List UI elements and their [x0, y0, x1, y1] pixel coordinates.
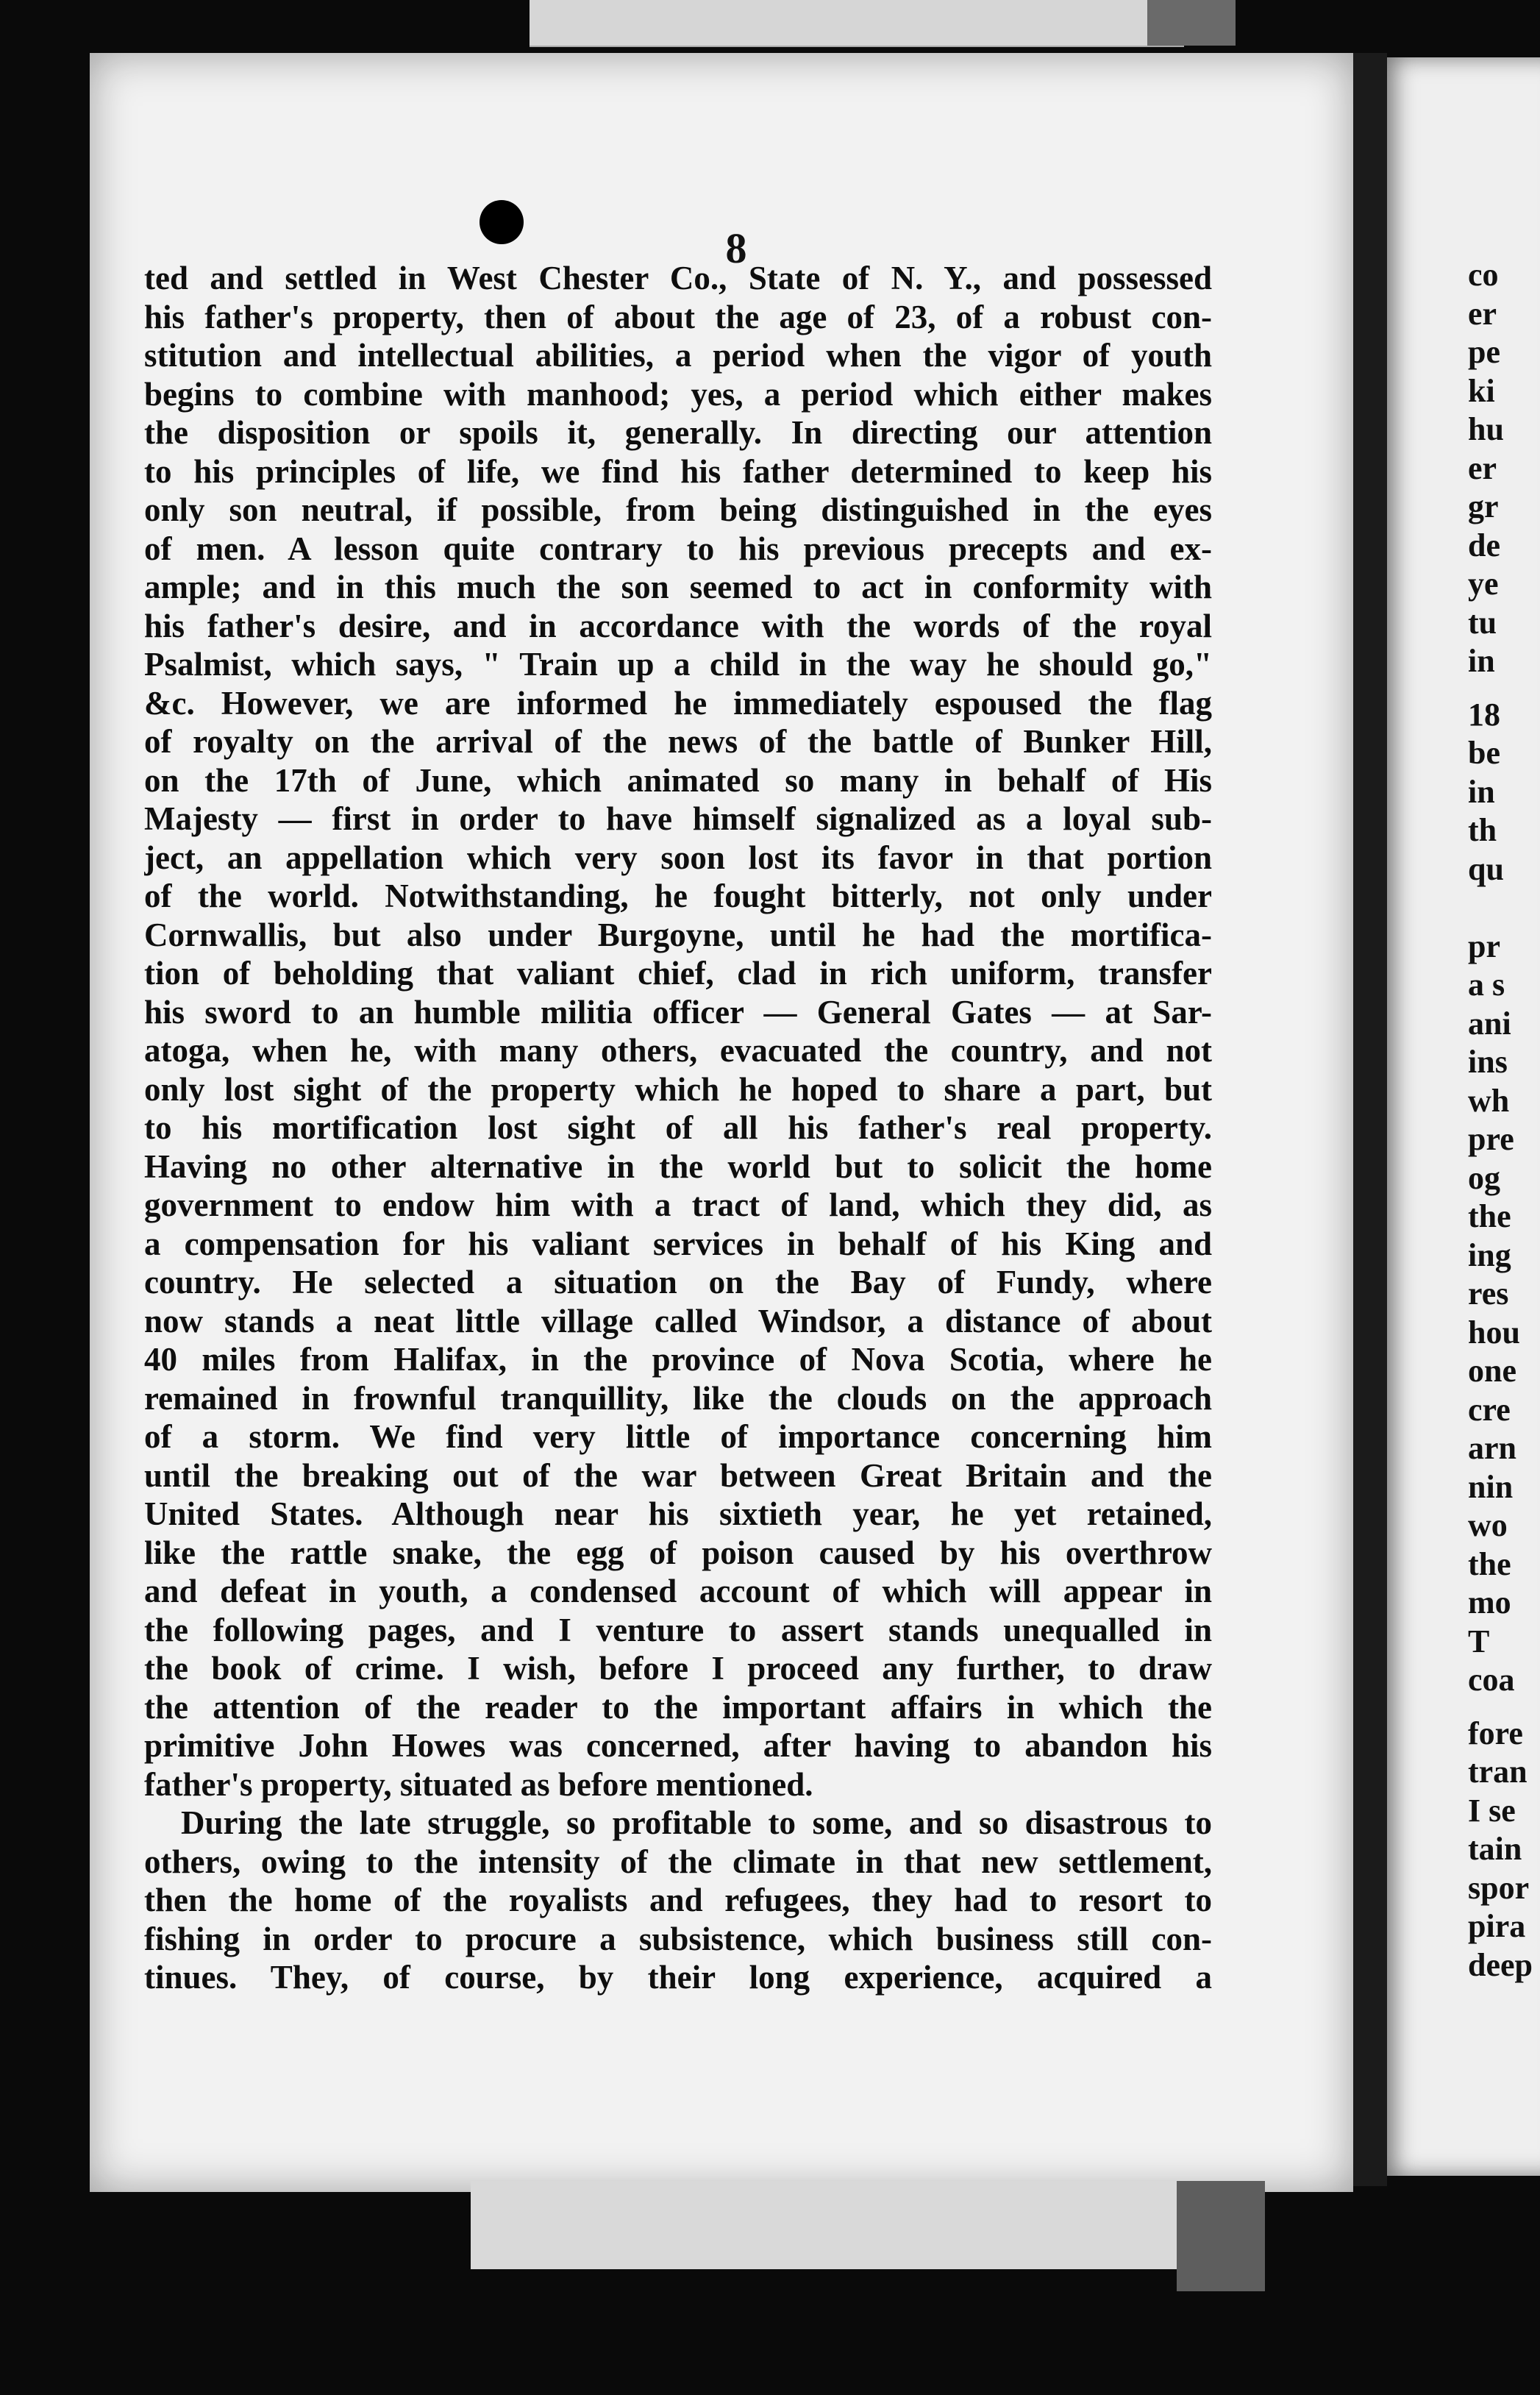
text-line: tion of beholding that valiant chief, clad in rich uniform, transfer [144, 955, 1212, 992]
facing-page-fragment: deep [1468, 1946, 1533, 1983]
text-line: begins to combine with manhood; yes, a period which either makes [144, 375, 1212, 413]
facing-page-fragment: nin [1468, 1468, 1514, 1505]
text-line: stitution and intellectual abilities, a period when the vigor of youth [144, 337, 1212, 374]
facing-page-fragment: hou [1468, 1314, 1520, 1350]
text-line: his father's desire, and in accordance with the words of the royal [144, 607, 1212, 644]
facing-page-fragment: be [1468, 735, 1500, 771]
facing-page-fragment: coa [1468, 1662, 1515, 1698]
bottom-paper-tab-shadow [1177, 2181, 1265, 2291]
text-line: ample; and in this much the son seemed to act in conformity with [144, 569, 1212, 605]
facing-page-fragment: ye [1468, 566, 1499, 602]
text-line: country. He selected a situation on the Bay of Fundy, where [144, 1264, 1212, 1300]
facing-page-fragment: a s [1468, 967, 1505, 1003]
text-line: until the breaking out of the war between Great Britain and the [144, 1456, 1212, 1494]
text-line: &c. However, we are informed he immediately espoused the flag [144, 684, 1212, 722]
text-line: fishing in order to procure a subsistence, which business still con- [144, 1920, 1212, 1957]
facing-page-fragment: wh [1468, 1082, 1510, 1119]
facing-page-fragment: hu [1468, 411, 1504, 447]
text-line: of a storm. We find very little of importance concerning him [144, 1418, 1212, 1455]
text-line: the book of crime. I wish, before I proceed any further, to draw [144, 1650, 1212, 1687]
text-line: only son neutral, if possible, from being distinguished in the eyes [144, 491, 1212, 528]
facing-page-fragment: qu [1468, 850, 1504, 887]
facing-page-fragment: wo [1468, 1507, 1508, 1543]
text-line: 40 miles from Halifax, in the province of Nova Scotia, where he [144, 1341, 1212, 1378]
facing-page-fragment: ing [1468, 1236, 1511, 1273]
top-paper-tab [530, 0, 1184, 47]
facing-page-fragment: the [1468, 1198, 1511, 1234]
bottom-paper-tab [471, 2181, 1191, 2269]
facing-page-fragment [1468, 889, 1540, 928]
facing-page-fragment: T [1468, 1623, 1490, 1659]
facing-page-fragment: ki [1468, 372, 1495, 409]
facing-page-fragment: er [1468, 449, 1497, 486]
text-line: to his principles of life, we find his father determined to keep his [144, 452, 1212, 490]
facing-page-fragment: the [1468, 1545, 1511, 1582]
facing-page-fragment: mo [1468, 1584, 1511, 1620]
page-number: 8 [725, 224, 747, 272]
text-line: only lost sight of the property which he hoped to share a part, but [144, 1070, 1212, 1108]
text-line: ted and settled in West Chester Co., State of N. Y., and possessed [144, 260, 1212, 296]
facing-page-fragment: tran [1468, 1754, 1527, 1790]
facing-page-fragment: co [1468, 257, 1499, 293]
text-line: his sword to an humble militia officer — General Gates — at Sar- [144, 993, 1212, 1031]
text-line: ject, an appellation which very soon lost its favor in that portion [144, 839, 1212, 876]
text-line: United States. Although near his sixtieth year, he yet retained, [144, 1495, 1212, 1532]
text-line: the following pages, and I venture to assert stands unequalled in [144, 1611, 1212, 1648]
facing-page-fragment: tain [1468, 1831, 1522, 1867]
text-line: Psalmist, which says, " Train up a child in the way he should go," [144, 646, 1212, 683]
facing-page-fragment: 18 [1468, 696, 1500, 733]
facing-page-fragment: pe [1468, 334, 1500, 370]
text-line: and defeat in youth, a condensed account of which will appear in [144, 1573, 1212, 1609]
facing-page-fragment: in [1468, 773, 1495, 810]
text-line: on the 17th of June, which animated so many in behalf of His [144, 761, 1212, 799]
book-gutter [1353, 53, 1387, 2186]
facing-page-text [1468, 256, 1540, 1985]
text-line: of royalty on the arrival of the news of the battle of Bunker Hill, [144, 723, 1212, 760]
facing-page-fragment: res [1468, 1275, 1509, 1312]
facing-page-fragment: er [1468, 295, 1497, 332]
facing-page-fragment: gr [1468, 488, 1499, 524]
facing-page-fragment: pira [1468, 1908, 1526, 1944]
facing-page-fragment: in [1468, 643, 1495, 679]
text-line: primitive John Howes was concerned, after having to abandon his [144, 1727, 1212, 1764]
text-line: to his mortification lost sight of all his father's real property. [144, 1109, 1212, 1146]
top-paper-tab-shadow [1147, 0, 1236, 46]
text-line: then the home of the royalists and refugees, they had to resort to [144, 1882, 1212, 1918]
text-line: a compensation for his valiant services in behalf of his King and [144, 1225, 1212, 1262]
text-line: tinues. They, of course, by their long experience, acquired a [144, 1959, 1212, 1996]
text-line: the attention of the reader to the important affairs in which the [144, 1688, 1212, 1726]
text-line: of men. A lesson quite contrary to his previous precepts and ex- [144, 530, 1212, 567]
text-line: father's property, situated as before mentioned. [144, 1765, 813, 1803]
text-line: remained in frownful tranquillity, like the clouds on the approach [144, 1379, 1212, 1417]
facing-page-fragment: one [1468, 1353, 1516, 1389]
text-line: During the late struggle, so profitable to some, and so disastrous to [181, 1804, 1212, 1841]
facing-page-fragment: ins [1468, 1044, 1508, 1080]
facing-page-fragment: og [1468, 1159, 1500, 1196]
text-line: of the world. Notwithstanding, he fought bitterly, not only under [144, 878, 1212, 914]
text-line: Majesty — first in order to have himself signalized as a loyal sub- [144, 800, 1212, 837]
text-line: Having no other alternative in the world but to solicit the home [144, 1147, 1212, 1185]
ink-blot [480, 200, 524, 244]
facing-page-fragment: fore [1468, 1715, 1523, 1751]
facing-page-fragment: spor [1468, 1869, 1530, 1906]
facing-page-fragment: tu [1468, 604, 1497, 641]
body-text [144, 259, 1212, 1997]
facing-page-fragment: ani [1468, 1005, 1511, 1042]
facing-page-fragment: de [1468, 527, 1500, 563]
facing-page-fragment: I se [1468, 1792, 1516, 1829]
facing-page-fragment: pr [1468, 928, 1500, 964]
facing-page-fragment: arn [1468, 1430, 1516, 1466]
facing-page-fragment: pre [1468, 1121, 1514, 1157]
facing-page-fragment: th [1468, 812, 1497, 848]
text-line: others, owing to the intensity of the climate in that new settlement, [144, 1843, 1212, 1880]
text-line: atoga, when he, with many others, evacuated the country, and not [144, 1032, 1212, 1069]
text-line: like the rattle snake, the egg of poison caused by his overthrow [144, 1534, 1212, 1571]
text-line: now stands a neat little village called Windsor, a distance of about [144, 1302, 1212, 1339]
text-line: government to endow him with a tract of land, which they did, as [144, 1186, 1212, 1223]
text-line: Cornwallis, but also under Burgoyne, until he had the mortifica- [144, 916, 1212, 953]
facing-page-fragment: cre [1468, 1391, 1511, 1428]
text-line: his father's property, then of about the age of 23, of a robust con- [144, 298, 1212, 335]
text-line: the disposition or spoils it, generally. In directing our attention [144, 414, 1212, 451]
